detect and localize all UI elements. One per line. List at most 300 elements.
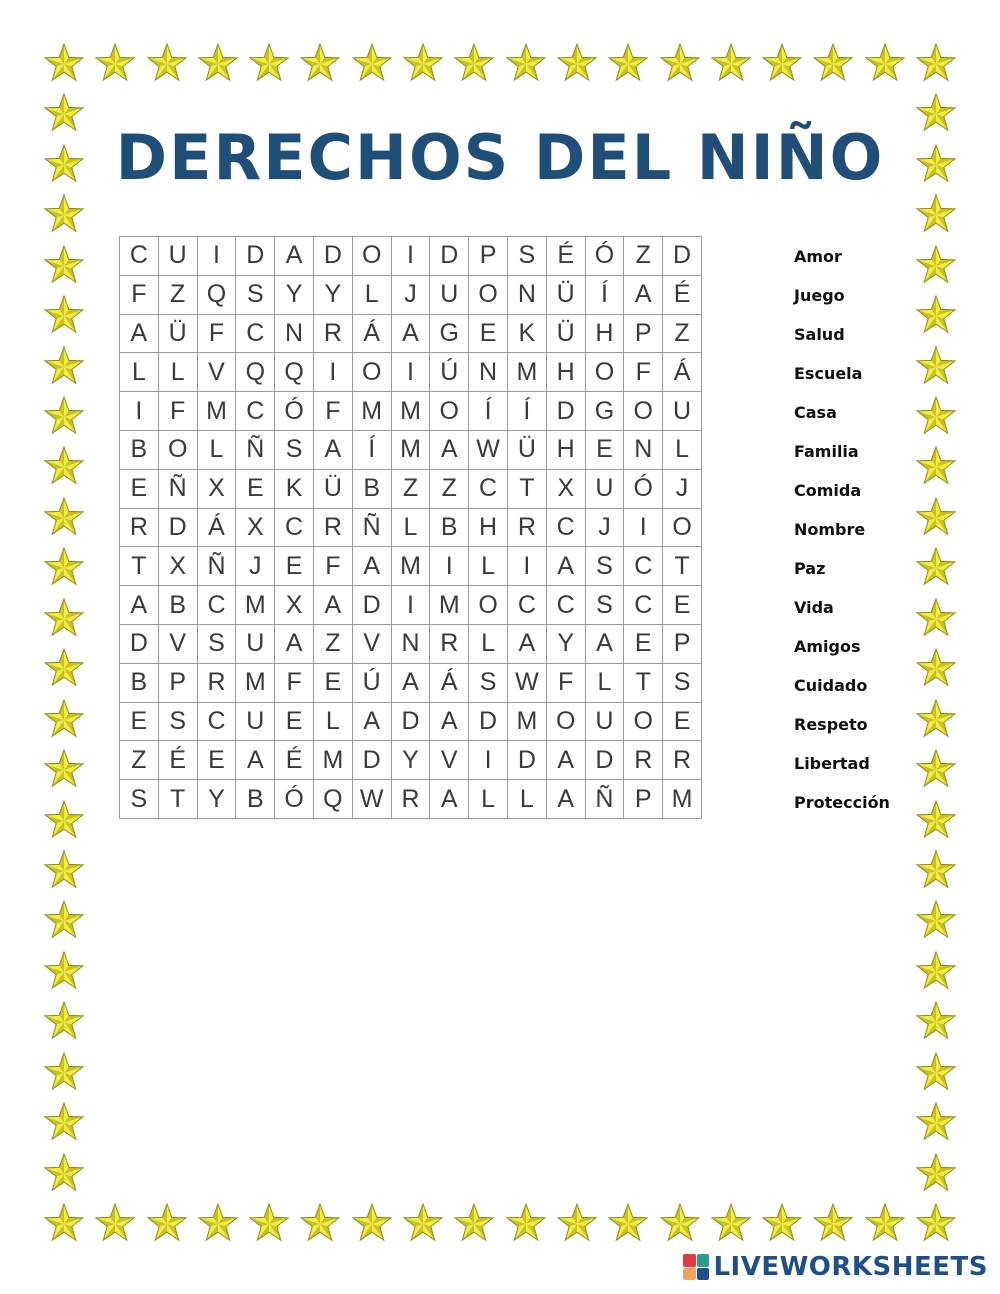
grid-cell[interactable]: Á xyxy=(197,508,236,547)
grid-cell[interactable]: N xyxy=(507,275,546,314)
grid-cell[interactable]: D xyxy=(158,508,197,547)
word-list-item: Libertad xyxy=(794,754,870,773)
grid-cell[interactable]: R xyxy=(197,663,236,702)
star-icon xyxy=(915,1203,957,1245)
grid-cell[interactable]: O xyxy=(430,392,469,431)
grid-cell[interactable]: O xyxy=(469,275,508,314)
grid-cell[interactable]: S xyxy=(236,275,275,314)
grid-row xyxy=(120,547,702,586)
star-icon xyxy=(659,43,701,85)
grid-cell[interactable]: Z xyxy=(120,741,159,780)
grid-cell[interactable]: A xyxy=(120,314,159,353)
grid-cell[interactable]: A xyxy=(275,237,314,276)
grid-cell[interactable]: V xyxy=(352,624,391,663)
star-icon xyxy=(864,1203,906,1245)
star-icon xyxy=(197,43,239,85)
grid-cell[interactable]: Ü xyxy=(546,314,585,353)
star-icon xyxy=(43,749,85,791)
star-icon xyxy=(915,1001,957,1043)
star-icon xyxy=(43,648,85,690)
grid-cell[interactable]: D xyxy=(469,702,508,741)
grid-cell[interactable]: X xyxy=(546,469,585,508)
star-icon xyxy=(915,900,957,942)
grid-cell[interactable]: F xyxy=(313,392,352,431)
grid-cell[interactable]: D xyxy=(120,624,159,663)
grid-cell[interactable]: C xyxy=(624,586,663,625)
star-icon xyxy=(915,446,957,488)
star-icon xyxy=(43,446,85,488)
grid-cell[interactable]: U xyxy=(236,702,275,741)
grid-cell[interactable]: R xyxy=(430,624,469,663)
grid-cell[interactable]: W xyxy=(352,780,391,819)
grid-cell[interactable]: A xyxy=(313,586,352,625)
star-icon xyxy=(710,43,752,85)
grid-cell[interactable]: E xyxy=(236,469,275,508)
grid-cell[interactable]: S xyxy=(507,237,546,276)
grid-cell[interactable]: Ó xyxy=(585,237,624,276)
grid-cell[interactable]: A xyxy=(430,702,469,741)
grid-cell[interactable]: E xyxy=(120,469,159,508)
grid-cell[interactable]: É xyxy=(546,237,585,276)
grid-cell[interactable]: J xyxy=(663,469,702,508)
grid-cell[interactable]: C xyxy=(197,702,236,741)
grid-row xyxy=(120,237,702,276)
grid-cell[interactable]: A xyxy=(585,624,624,663)
grid-cell[interactable]: R xyxy=(313,314,352,353)
grid-cell[interactable]: Z xyxy=(624,237,663,276)
grid-cell[interactable]: F xyxy=(624,353,663,392)
star-icon xyxy=(402,43,444,85)
grid-cell[interactable]: O xyxy=(624,702,663,741)
grid-cell[interactable]: I xyxy=(197,237,236,276)
star-icon xyxy=(915,194,957,236)
star-icon xyxy=(43,1052,85,1094)
grid-cell[interactable]: L xyxy=(507,780,546,819)
grid-cell[interactable]: C xyxy=(546,586,585,625)
grid-cell[interactable]: O xyxy=(663,508,702,547)
grid-cell[interactable]: C xyxy=(624,547,663,586)
grid-cell[interactable]: Í xyxy=(352,430,391,469)
grid-cell[interactable]: Ñ xyxy=(585,780,624,819)
grid-cell[interactable]: T xyxy=(624,663,663,702)
grid-cell[interactable]: T xyxy=(158,780,197,819)
star-icon xyxy=(915,1102,957,1144)
grid-cell[interactable]: M xyxy=(663,780,702,819)
grid-cell[interactable]: C xyxy=(120,237,159,276)
grid-cell[interactable]: E xyxy=(663,702,702,741)
star-icon xyxy=(43,850,85,892)
grid-cell[interactable]: H xyxy=(469,508,508,547)
grid-cell[interactable]: S xyxy=(158,702,197,741)
grid-cell[interactable]: É xyxy=(663,275,702,314)
grid-cell[interactable]: G xyxy=(430,314,469,353)
grid-cell[interactable]: M xyxy=(236,586,275,625)
grid-cell[interactable]: E xyxy=(120,702,159,741)
star-icon xyxy=(505,43,547,85)
grid-cell[interactable]: Á xyxy=(663,353,702,392)
star-icon xyxy=(864,43,906,85)
grid-cell[interactable]: O xyxy=(158,430,197,469)
grid-cell[interactable]: U xyxy=(236,624,275,663)
grid-cell[interactable]: É xyxy=(158,741,197,780)
star-icon xyxy=(915,648,957,690)
star-icon xyxy=(710,1203,752,1245)
grid-cell[interactable]: K xyxy=(275,469,314,508)
grid-cell[interactable]: Z xyxy=(430,469,469,508)
grid-cell[interactable]: I xyxy=(391,586,430,625)
grid-cell[interactable]: Z xyxy=(391,469,430,508)
grid-cell[interactable]: F xyxy=(546,663,585,702)
grid-row xyxy=(120,624,702,663)
grid-cell[interactable]: L xyxy=(352,275,391,314)
grid-cell[interactable]: D xyxy=(663,237,702,276)
grid-cell[interactable]: B xyxy=(120,663,159,702)
grid-cell[interactable]: I xyxy=(430,547,469,586)
grid-row xyxy=(120,508,702,547)
grid-cell[interactable]: Ü xyxy=(546,275,585,314)
grid-cell[interactable]: X xyxy=(275,586,314,625)
grid-cell[interactable]: M xyxy=(391,430,430,469)
grid-cell[interactable]: O xyxy=(624,392,663,431)
grid-cell[interactable]: V xyxy=(197,353,236,392)
grid-cell[interactable]: E xyxy=(275,547,314,586)
grid-cell[interactable]: O xyxy=(469,586,508,625)
grid-cell[interactable]: O xyxy=(546,702,585,741)
grid-cell[interactable]: L xyxy=(469,780,508,819)
page-title: DERECHOS DEL NIÑO xyxy=(115,121,885,194)
grid-cell[interactable]: Z xyxy=(313,624,352,663)
grid-cell[interactable]: U xyxy=(585,469,624,508)
liveworksheets-brand[interactable] xyxy=(683,1250,988,1284)
grid-cell[interactable]: S xyxy=(663,663,702,702)
grid-cell[interactable]: L xyxy=(585,663,624,702)
grid-cell[interactable]: M xyxy=(507,353,546,392)
grid-cell[interactable]: L xyxy=(663,430,702,469)
star-icon xyxy=(812,1203,854,1245)
star-icon xyxy=(453,43,495,85)
grid-cell[interactable]: A xyxy=(352,702,391,741)
grid-cell[interactable]: C xyxy=(197,586,236,625)
grid-cell[interactable]: F xyxy=(313,547,352,586)
grid-cell[interactable]: I xyxy=(624,508,663,547)
grid-cell[interactable]: T xyxy=(507,469,546,508)
grid-cell[interactable]: R xyxy=(313,508,352,547)
star-icon xyxy=(43,699,85,741)
word-list-item: Vida xyxy=(794,598,834,617)
grid-cell[interactable]: E xyxy=(469,314,508,353)
grid-cell[interactable]: Á xyxy=(352,314,391,353)
star-icon xyxy=(43,900,85,942)
grid-cell[interactable]: L xyxy=(469,624,508,663)
grid-cell[interactable]: B xyxy=(430,508,469,547)
grid-cell[interactable]: M xyxy=(391,392,430,431)
star-icon xyxy=(915,43,957,85)
grid-cell[interactable]: J xyxy=(585,508,624,547)
grid-cell[interactable]: Q xyxy=(313,780,352,819)
grid-cell[interactable]: D xyxy=(430,237,469,276)
grid-cell[interactable]: H xyxy=(546,353,585,392)
grid-cell[interactable]: D xyxy=(352,586,391,625)
grid-cell[interactable]: I xyxy=(469,741,508,780)
star-icon xyxy=(761,43,803,85)
grid-cell[interactable]: C xyxy=(546,508,585,547)
grid-cell[interactable]: C xyxy=(469,469,508,508)
grid-cell[interactable]: I xyxy=(507,547,546,586)
grid-cell[interactable]: M xyxy=(313,741,352,780)
word-search-grid xyxy=(119,236,702,819)
star-icon xyxy=(556,43,598,85)
grid-cell[interactable]: Q xyxy=(275,353,314,392)
grid-cell[interactable]: Y xyxy=(197,780,236,819)
grid-cell[interactable]: I xyxy=(120,392,159,431)
grid-cell[interactable]: Ñ xyxy=(236,430,275,469)
grid-cell[interactable]: Ü xyxy=(158,314,197,353)
grid-cell[interactable]: A xyxy=(391,663,430,702)
star-icon xyxy=(453,1203,495,1245)
grid-cell[interactable]: L xyxy=(469,547,508,586)
star-icon xyxy=(607,43,649,85)
grid-cell[interactable]: V xyxy=(430,741,469,780)
grid-cell[interactable]: B xyxy=(236,780,275,819)
star-icon xyxy=(915,346,957,388)
grid-cell[interactable]: J xyxy=(236,547,275,586)
star-icon xyxy=(43,1001,85,1043)
grid-cell[interactable]: T xyxy=(120,547,159,586)
grid-cell[interactable]: M xyxy=(430,586,469,625)
grid-row xyxy=(120,663,702,702)
grid-cell[interactable]: M xyxy=(391,547,430,586)
grid-cell[interactable]: N xyxy=(275,314,314,353)
grid-cell[interactable]: M xyxy=(197,392,236,431)
grid-cell[interactable]: K xyxy=(507,314,546,353)
grid-cell[interactable]: Ú xyxy=(430,353,469,392)
grid-cell[interactable]: N xyxy=(624,430,663,469)
grid-cell[interactable]: D xyxy=(236,237,275,276)
grid-cell[interactable]: Ú xyxy=(352,663,391,702)
star-icon xyxy=(94,43,136,85)
star-icon xyxy=(43,1153,85,1195)
star-icon xyxy=(351,43,393,85)
grid-cell[interactable]: M xyxy=(352,392,391,431)
grid-cell[interactable]: E xyxy=(585,430,624,469)
star-icon xyxy=(915,497,957,539)
grid-cell[interactable]: D xyxy=(313,237,352,276)
grid-cell[interactable]: R xyxy=(507,508,546,547)
grid-cell[interactable]: U xyxy=(158,237,197,276)
grid-cell[interactable]: E xyxy=(313,663,352,702)
grid-cell[interactable]: F xyxy=(197,314,236,353)
grid-cell[interactable]: E xyxy=(624,624,663,663)
logo-square xyxy=(697,1254,710,1267)
grid-cell[interactable]: P xyxy=(663,624,702,663)
grid-cell[interactable]: S xyxy=(585,547,624,586)
grid-cell[interactable]: A xyxy=(430,780,469,819)
grid-cell[interactable]: D xyxy=(352,741,391,780)
grid-cell[interactable]: A xyxy=(120,586,159,625)
grid-cell[interactable]: E xyxy=(663,586,702,625)
grid-cell[interactable]: Ñ xyxy=(197,547,236,586)
grid-cell[interactable]: L xyxy=(313,702,352,741)
grid-cell[interactable]: S xyxy=(469,663,508,702)
grid-cell[interactable]: P xyxy=(624,780,663,819)
grid-cell[interactable]: Ñ xyxy=(352,508,391,547)
grid-cell[interactable]: D xyxy=(546,392,585,431)
grid-cell[interactable]: H xyxy=(585,314,624,353)
grid-cell[interactable]: I xyxy=(391,237,430,276)
grid-cell[interactable]: Z xyxy=(158,275,197,314)
grid-cell[interactable]: Ü xyxy=(507,430,546,469)
grid-cell[interactable]: Ü xyxy=(313,469,352,508)
grid-cell[interactable]: F xyxy=(158,392,197,431)
grid-cell[interactable]: F xyxy=(275,663,314,702)
grid-cell[interactable]: Y xyxy=(546,624,585,663)
word-list-item: Salud xyxy=(794,325,845,344)
grid-cell[interactable]: B xyxy=(120,430,159,469)
grid-cell[interactable]: D xyxy=(391,702,430,741)
star-icon xyxy=(43,346,85,388)
grid-cell[interactable]: Q xyxy=(197,275,236,314)
grid-cell[interactable]: Á xyxy=(430,663,469,702)
grid-row xyxy=(120,702,702,741)
grid-cell[interactable]: B xyxy=(352,469,391,508)
star-icon xyxy=(915,800,957,842)
grid-cell[interactable]: G xyxy=(585,392,624,431)
grid-cell[interactable]: R xyxy=(120,508,159,547)
grid-cell[interactable]: N xyxy=(469,353,508,392)
grid-cell[interactable]: A xyxy=(507,624,546,663)
star-icon xyxy=(915,699,957,741)
grid-cell[interactable]: N xyxy=(391,624,430,663)
grid-row xyxy=(120,353,702,392)
star-icon xyxy=(915,245,957,287)
star-icon xyxy=(146,43,188,85)
grid-cell[interactable]: M xyxy=(507,702,546,741)
grid-cell[interactable]: A xyxy=(275,624,314,663)
grid-cell[interactable]: S xyxy=(197,624,236,663)
grid-cell[interactable]: C xyxy=(236,392,275,431)
star-icon xyxy=(659,1203,701,1245)
liveworksheets-logo-icon xyxy=(683,1254,709,1280)
star-icon xyxy=(43,1102,85,1144)
grid-cell[interactable]: I xyxy=(313,353,352,392)
grid-cell[interactable]: R xyxy=(663,741,702,780)
grid-cell[interactable]: Í xyxy=(507,392,546,431)
grid-cell[interactable]: L xyxy=(197,430,236,469)
grid-cell[interactable]: X xyxy=(236,508,275,547)
star-icon xyxy=(402,1203,444,1245)
grid-cell[interactable]: B xyxy=(158,586,197,625)
grid-cell[interactable]: U xyxy=(430,275,469,314)
star-icon xyxy=(556,1203,598,1245)
grid-cell[interactable]: Z xyxy=(663,314,702,353)
word-list-item: Paz xyxy=(794,559,826,578)
grid-cell[interactable]: Ó xyxy=(275,780,314,819)
grid-cell[interactable]: D xyxy=(585,741,624,780)
grid-cell[interactable]: I xyxy=(391,353,430,392)
grid-cell[interactable]: Í xyxy=(469,392,508,431)
grid-cell[interactable]: T xyxy=(663,547,702,586)
grid-cell[interactable]: A xyxy=(391,314,430,353)
grid-row xyxy=(120,469,702,508)
grid-cell[interactable]: H xyxy=(546,430,585,469)
grid-cell[interactable]: S xyxy=(120,780,159,819)
grid-cell[interactable]: D xyxy=(507,741,546,780)
grid-cell[interactable]: A xyxy=(236,741,275,780)
grid-cell[interactable]: S xyxy=(275,430,314,469)
grid-cell[interactable]: M xyxy=(236,663,275,702)
star-icon xyxy=(915,850,957,892)
grid-cell[interactable]: C xyxy=(275,508,314,547)
grid-cell[interactable]: C xyxy=(507,586,546,625)
grid-cell[interactable]: Ó xyxy=(275,392,314,431)
grid-cell[interactable]: O xyxy=(352,237,391,276)
star-icon xyxy=(43,951,85,993)
grid-cell[interactable]: Y xyxy=(391,741,430,780)
grid-cell[interactable]: U xyxy=(585,702,624,741)
star-icon xyxy=(915,598,957,640)
grid-cell[interactable]: J xyxy=(391,275,430,314)
word-list-item: Nombre xyxy=(794,520,866,539)
grid-cell[interactable]: Y xyxy=(313,275,352,314)
grid-cell[interactable]: R xyxy=(624,741,663,780)
star-icon xyxy=(146,1203,188,1245)
grid-cell[interactable]: L xyxy=(158,353,197,392)
logo-square xyxy=(683,1254,696,1267)
word-list-item: Protección xyxy=(794,793,890,812)
word-list-item: Juego xyxy=(794,286,845,305)
grid-cell[interactable]: O xyxy=(352,353,391,392)
star-icon xyxy=(43,497,85,539)
grid-cell[interactable]: P xyxy=(469,237,508,276)
grid-cell[interactable]: F xyxy=(120,275,159,314)
grid-cell[interactable]: C xyxy=(236,314,275,353)
grid-cell[interactable]: R xyxy=(391,780,430,819)
grid-cell[interactable]: A xyxy=(352,547,391,586)
grid-cell[interactable]: U xyxy=(663,392,702,431)
grid-cell[interactable]: X xyxy=(158,547,197,586)
grid-cell[interactable]: W xyxy=(507,663,546,702)
word-list-item: Casa xyxy=(794,403,837,422)
grid-cell[interactable]: E xyxy=(275,702,314,741)
star-icon xyxy=(43,547,85,589)
grid-cell[interactable]: E xyxy=(197,741,236,780)
grid-cell[interactable]: Ñ xyxy=(158,469,197,508)
grid-cell[interactable]: L xyxy=(391,508,430,547)
grid-cell[interactable]: É xyxy=(275,741,314,780)
grid-cell[interactable]: A xyxy=(624,275,663,314)
grid-cell[interactable]: A xyxy=(313,430,352,469)
grid-cell[interactable]: W xyxy=(469,430,508,469)
grid-cell[interactable]: Q xyxy=(236,353,275,392)
grid-cell[interactable]: A xyxy=(546,780,585,819)
grid-cell[interactable]: Y xyxy=(275,275,314,314)
grid-cell[interactable]: A xyxy=(546,741,585,780)
grid-cell[interactable]: V xyxy=(158,624,197,663)
grid-cell[interactable]: O xyxy=(585,353,624,392)
grid-cell[interactable]: Ó xyxy=(624,469,663,508)
star-icon xyxy=(43,194,85,236)
grid-cell[interactable]: P xyxy=(158,663,197,702)
grid-cell[interactable]: Í xyxy=(585,275,624,314)
star-icon xyxy=(43,43,85,85)
grid-cell[interactable]: S xyxy=(585,586,624,625)
grid-cell[interactable]: A xyxy=(546,547,585,586)
grid-cell[interactable]: L xyxy=(120,353,159,392)
grid-cell[interactable]: P xyxy=(624,314,663,353)
grid-cell[interactable]: A xyxy=(430,430,469,469)
star-icon xyxy=(43,295,85,337)
grid-cell[interactable]: X xyxy=(197,469,236,508)
